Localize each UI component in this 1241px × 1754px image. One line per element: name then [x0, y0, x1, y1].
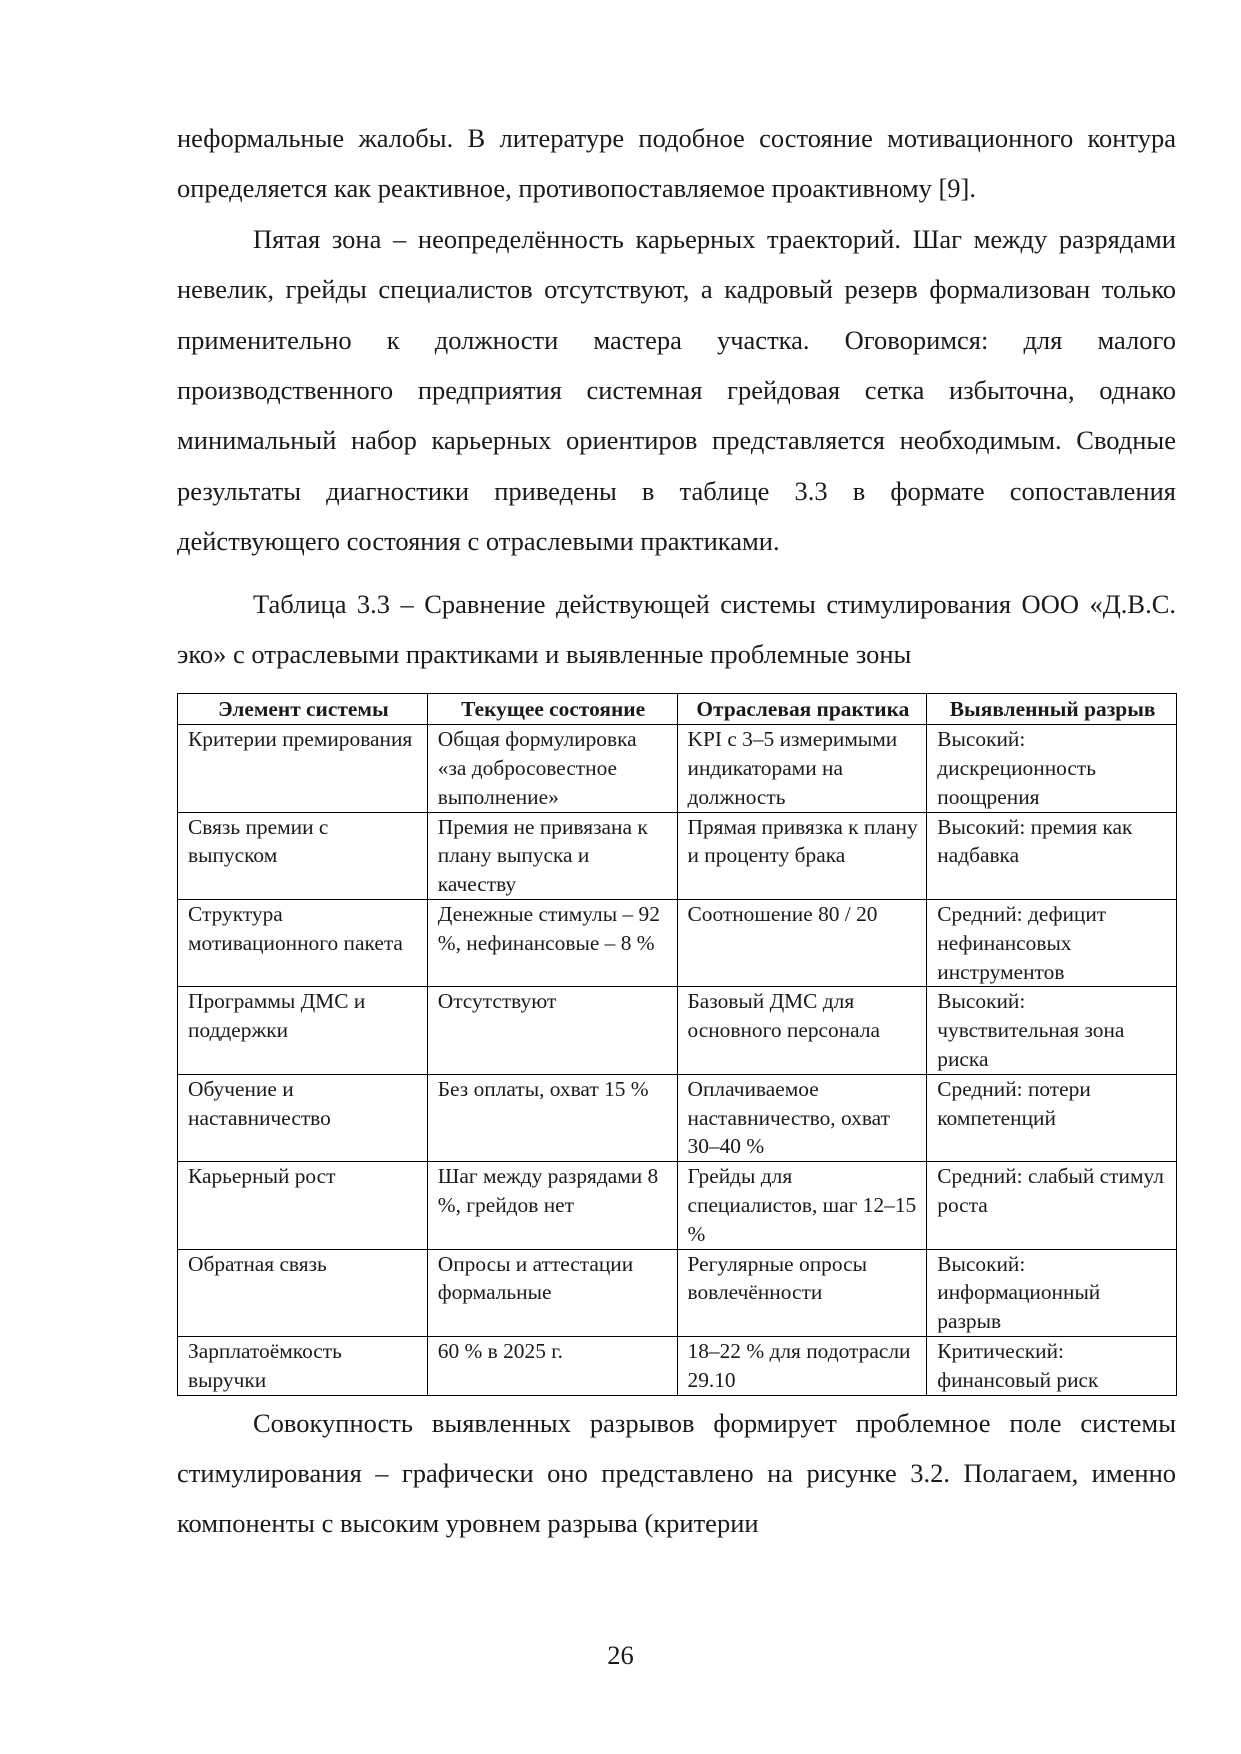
table-cell: Высокий: информационный разрыв: [927, 1249, 1177, 1336]
table-cell: 18–22 % для подотрасли 29.10: [677, 1337, 927, 1396]
table-cell: Отсутствуют: [427, 987, 677, 1074]
table-caption: Таблица 3.3 – Сравнение действующей системы стимулирования ООО «Д.В.С. эко» с отраслевыми практиками и выявленные проблемные зоны: [177, 588, 1176, 670]
table-cell: Шаг между разрядами 8 %, грейдов нет: [427, 1162, 677, 1249]
table-cell: Премия не привязана к плану выпуска и качеству: [427, 812, 677, 899]
page-number: 26: [607, 1640, 634, 1670]
table-cell: Обучение и наставничество: [178, 1074, 428, 1161]
table-cell: Карьерный рост: [178, 1162, 428, 1249]
table-row: [178, 1074, 1177, 1161]
table-row: [178, 725, 1177, 812]
paragraph-continuation: неформальные жалобы. В литературе подобное состояние мотивационного контура определяется как реактивное, противопоставляемое проактивному [9].: [177, 123, 1176, 204]
table-header-cell: Отраслевая практика: [677, 694, 927, 725]
table-cell: KPI с 3–5 измеримыми индикаторами на должность: [677, 725, 927, 812]
table-cell: 60 % в 2025 г.: [427, 1337, 677, 1396]
table-cell: Высокий: премия как надбавка: [927, 812, 1177, 899]
table-cell: Программы ДМС и поддержки: [178, 987, 428, 1074]
paragraph-career-zone: Пятая зона – неопределённость карьерных траекторий. Шаг между разрядами невелик, грейды специалистов отсутствуют, а кадровый резерв формализован только применительно к должности мастера участка. Оговоримся: для малого производственного предприятия системная грейдовая сетка избыточна, однако минимальный набор карьерных ориентиров представляется необходимым. Сводные результаты диагностики приведены в таблице 3.3 в формате сопоставления действующего состояния с отраслевыми практиками.: [177, 223, 1176, 557]
table-header-row: [178, 694, 1177, 725]
table-cell: Средний: потери компетенций: [927, 1074, 1177, 1161]
table-cell: Структура мотивационного пакета: [178, 900, 428, 987]
table-cell: Высокий: дискреционность поощрения: [927, 725, 1177, 812]
table-header-cell: Текущее состояние: [427, 694, 677, 725]
table-cell: Регулярные опросы вовлечённости: [677, 1249, 927, 1336]
table-header-cell: Выявленный разрыв: [927, 694, 1177, 725]
paragraph-problem-field: Совокупность выявленных разрывов формирует проблемное поле системы стимулирования – графически оно представлено на рисунке 3.2. Полагаем, именно компоненты с высоким уровнем разрыва (критерии: [177, 1407, 1176, 1539]
table-cell: Критерии премирования: [178, 725, 428, 812]
table-cell: Критический: финансовый риск: [927, 1337, 1177, 1396]
table-row: [178, 812, 1177, 899]
document-page: [177, 113, 1176, 1549]
table-cell: Высокий: чувствительная зона риска: [927, 987, 1177, 1074]
table-cell: Оплачиваемое наставничество, охват 30–40 %: [677, 1074, 927, 1161]
table-cell: Средний: дефицит нефинансовых инструментов: [927, 900, 1177, 987]
table-cell: Опросы и аттестации формальные: [427, 1249, 677, 1336]
table-cell: Зарплатоёмкость выручки: [178, 1337, 428, 1396]
table-row: [178, 1249, 1177, 1336]
table-cell: Средний: слабый стимул роста: [927, 1162, 1177, 1249]
comparison-table: [177, 693, 1177, 1395]
table-cell: Прямая привязка к плану и проценту брака: [677, 812, 927, 899]
table-row: [178, 1337, 1177, 1396]
table-cell: Без оплаты, охват 15 %: [427, 1074, 677, 1161]
table-row: [178, 1162, 1177, 1249]
table-cell: Денежные стимулы – 92 %, нефинансовые – 8 %: [427, 900, 677, 987]
table-cell: Общая формулировка «за добросовестное выполнение»: [427, 725, 677, 812]
table-cell: Обратная связь: [178, 1249, 428, 1336]
table-row: [178, 987, 1177, 1074]
table-cell: Соотношение 80 / 20: [677, 900, 927, 987]
table-header-cell: Элемент системы: [178, 694, 428, 725]
table-cell: Грейды для специалистов, шаг 12–15 %: [677, 1162, 927, 1249]
table-cell: Связь премии с выпуском: [178, 812, 428, 899]
table-cell: Базовый ДМС для основного персонала: [677, 987, 927, 1074]
table-row: [178, 900, 1177, 987]
